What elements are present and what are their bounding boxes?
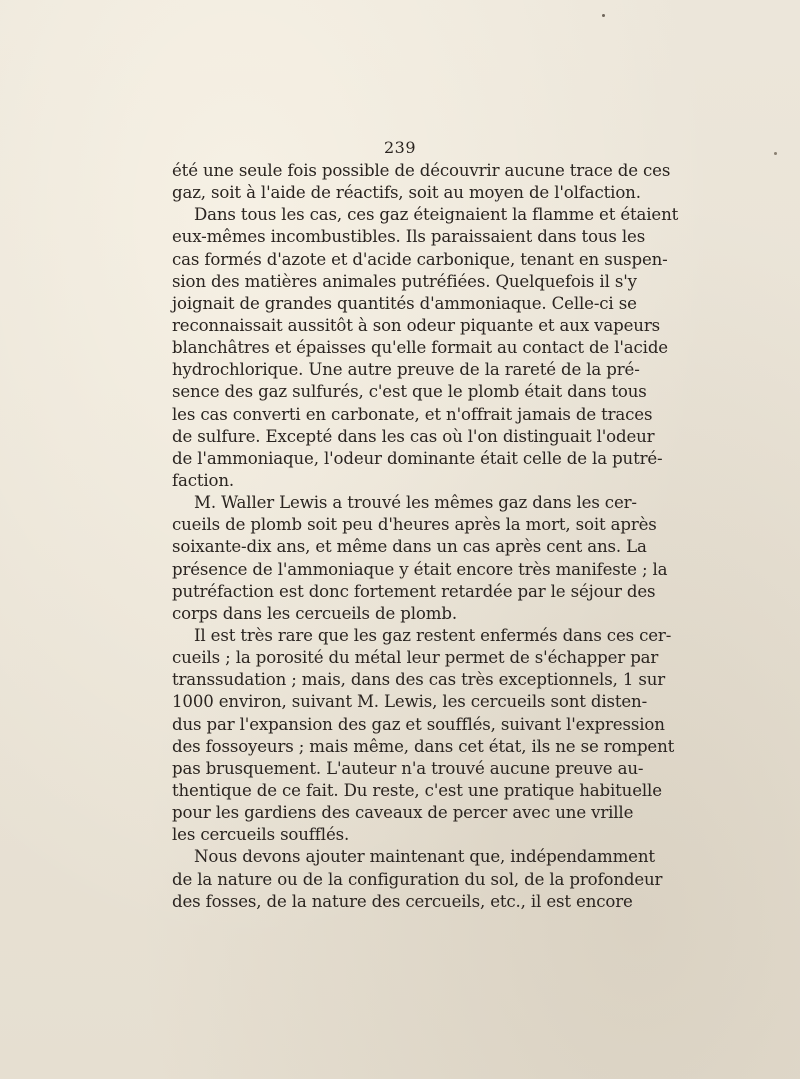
text-line: Nous devons ajouter maintenant que, indépendamment xyxy=(194,847,655,867)
text-line: thentique de ce fait. Du reste, c'est une pratique habituelle xyxy=(172,780,662,800)
text-line: cueils ; la porosité du métal leur permet de s'échapper par xyxy=(172,648,659,668)
text-line: corps dans les cercueils de plomb. xyxy=(172,603,457,623)
text-line: présence de l'ammoniaque y était encore très manifeste ; la xyxy=(172,559,668,579)
paper-speck xyxy=(602,14,605,17)
text-line: hydrochlorique. Une autre preuve de la rareté de la pré- xyxy=(172,360,640,380)
text-line: de sulfure. Excepté dans les cas où l'on distinguait l'odeur xyxy=(172,426,655,446)
page-number: 239 xyxy=(383,138,417,157)
text-line: de l'ammoniaque, l'odeur dominante était celle de la putré- xyxy=(172,448,663,468)
text-line: des fossoyeurs ; mais même, dans cet état, ils ne se rompent xyxy=(172,736,675,756)
text-line: transsudation ; mais, dans des cas très exceptionnels, 1 sur xyxy=(172,670,666,690)
text-line: été une seule fois possible de découvrir aucune trace de ces xyxy=(172,161,671,180)
text-line: eux-mêmes incombustibles. Ils paraissaient dans tous les xyxy=(172,227,646,247)
text-line: pas brusquement. L'auteur n'a trouvé aucune preuve au- xyxy=(172,758,644,778)
text-line: Il est très rare que les gaz restent enfermés dans ces cer- xyxy=(194,625,672,645)
text-line: les cas converti en carbonate, et n'offrait jamais de traces xyxy=(172,404,653,424)
text-line: reconnaissait aussitôt à son odeur piquante et aux vapeurs xyxy=(172,315,660,335)
text-line: cueils de plomb soit peu d'heures après la mort, soit après xyxy=(172,515,657,535)
text-line: dus par l'expansion des gaz et soufflés, suivant l'expression xyxy=(172,714,665,734)
text-line: faction. xyxy=(172,470,235,490)
text-line: sion des matières animales putréfiées. Quelquefois il s'y xyxy=(172,271,637,291)
text-line: 1000 environ, suivant M. Lewis, les cercueils sont disten- xyxy=(172,692,648,712)
text-line: blanchâtres et épaisses qu'elle formait au contact de l'acide xyxy=(172,338,668,358)
text-line: les cercueils soufflés. xyxy=(172,825,350,845)
text-line: putréfaction est donc fortement retardée par le séjour des xyxy=(172,581,656,601)
text-line: gaz, soit à l'aide de réactifs, soit au moyen de l'olfaction. xyxy=(172,183,641,203)
text-line: des fosses, de la nature des cercueils, etc., il est encore xyxy=(172,891,633,911)
text-line: joignait de grandes quantités d'ammoniaque. Celle-ci se xyxy=(172,293,637,313)
text-line: Dans tous les cas, ces gaz éteignaient la flamme et étaient xyxy=(194,205,679,225)
text-line: cas formés d'azote et d'acide carbonique, tenant en suspen- xyxy=(172,249,668,269)
text-line: M. Waller Lewis a trouvé les mêmes gaz dans les cer- xyxy=(194,493,637,513)
text-line: de la nature ou de la configuration du sol, de la profondeur xyxy=(172,869,663,889)
body-text xyxy=(172,160,679,913)
text-line: soixante-dix ans, et même dans un cas après cent ans. La xyxy=(172,537,647,557)
text-line: pour les gardiens des caveaux de percer avec une vrille xyxy=(172,803,634,823)
text-line: sence des gaz sulfurés, c'est que le plomb était dans tous xyxy=(172,382,647,402)
